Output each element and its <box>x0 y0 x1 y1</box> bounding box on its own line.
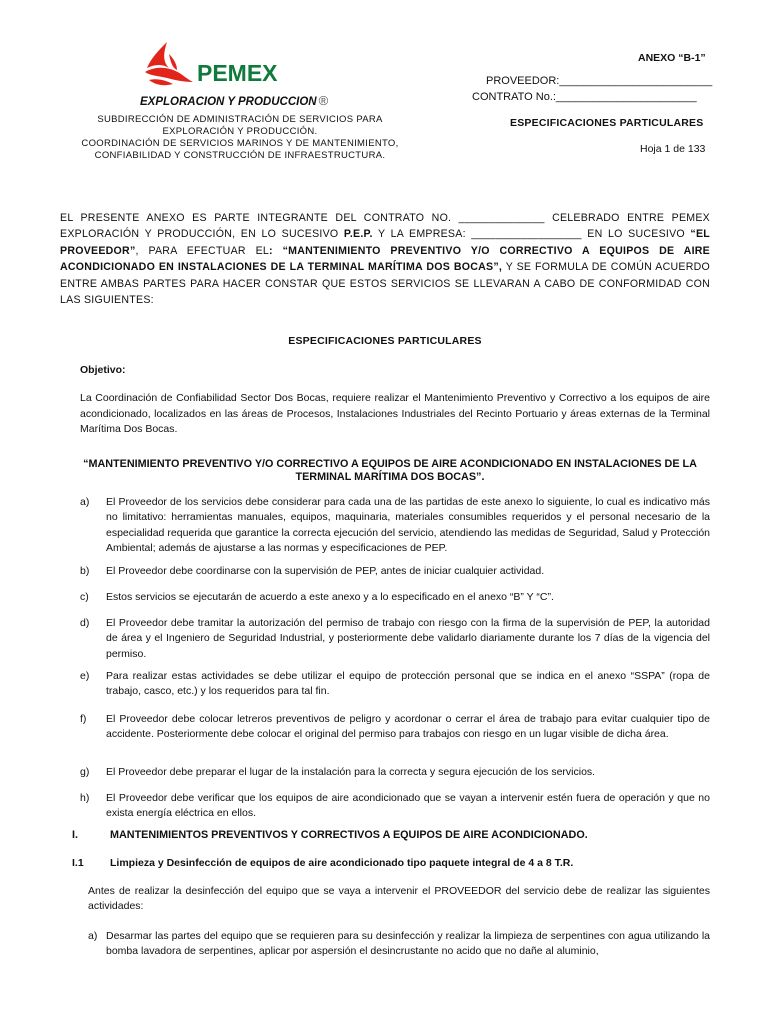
intro-paragraph: EL PRESENTE ANEXO ES PARTE INTEGRANTE DEL CONTRATO NO. ______________ CELEBRADO ENTRE PEMEX EXPLORACIÓN Y PRODUCCIÓN, EN LO SUCESIVO P.E.P. Y LA EMPRESA: __________________ EN LO SUCESIVO “EL PROVEEDOR”, PARA EFECTUAR EL: “MANTENIMIENTO PREVENTIVO Y/O CORRECTIVO A EQUIPOS DE AIRE ACONDICIONADO EN INSTALACIONES DE LA TERMINAL MARÍTIMA DOS BOCAS”, Y SE FORMULA DE COMÚN ACUERDO ENTRE AMBAS PARTES PARA HACER CONSTAR QUE ESTOS SERVICIOS SE LLEVARAN A CABO DE CONFORMIDAD CON LAS SIGUIENTES: <box>60 212 711 307</box>
pemex-logo-subtitle: EXPLORACION Y PRODUCCION ® <box>140 93 329 108</box>
pemex-logo-text: PEMEX <box>197 60 278 86</box>
sub-line: CONFIABILIDAD Y CONSTRUCCIÓN DE INFRAESTRUCTURA. <box>94 150 386 161</box>
list-item: g) El Proveedor debe preparar el lugar de la instalación para la correcta y segura ejecución de los servicios. <box>80 766 596 778</box>
list-item: h) El Proveedor debe verificar que los equipos de aire acondicionado que se vayan a intervenir estén fuera de operación y que no exista energía eléctrica en ellos. <box>80 792 710 820</box>
page-number: Hoja 1 de 133 <box>640 143 706 155</box>
objetivo-text: La Coordinación de Confiabilidad Sector Dos Bocas, requiere realizar el Mantenimiento Preventivo y Correctivo a los equipos de aire acondicionado, localizados en las áreas de Procesos, Instalaciones Industriales del Recinto Portuario y áreas externas de la Terminal Marítima Dos Bocas. <box>80 392 710 435</box>
contrato-field: CONTRATO No.:_______________________ <box>472 91 697 103</box>
list-item: d) El Proveedor debe tramitar la autorización del permiso de trabajo con riesgo con la firma de la supervisión de PEP, la autoridad de área y el Ingeniero de Seguridad Industrial, y posteriormente debe validarlo diariamente durante los 7 días de la vigencia del permiso. <box>80 617 710 660</box>
header-especificaciones: ESPECIFICACIONES PARTICULARES <box>510 117 704 129</box>
list-item: e) Para realizar estas actividades se debe utilizar el equipo de protección personal que se indica en el anexo “SSPA” (ropa de trabajo, casco, etc.) y los requeridos para tal fin. <box>80 670 710 698</box>
especificaciones-title: ESPECIFICACIONES PARTICULARES <box>288 335 482 347</box>
list-item: a) El Proveedor de los servicios debe considerar para cada una de las partidas de este anexo lo siguiente, lo cual es indicativo más no limitativo: herramientas manuales, equipos, maquinaria, materiales consumibles requeridos y el personal necesario de la especialidad requerida que garantice la correcta ejecución del servicio, atendiendo las medidas de Seguridad, Salud y Protección Ambiental; además de ajustarse a las normas y especificaciones de PEP. <box>80 496 710 554</box>
sub-line: COORDINACIÓN DE SERVICIOS MARINOS Y DE MANTENIMIENTO, <box>81 138 399 149</box>
list-item: f) El Proveedor debe colocar letreros preventivos de peligro y acordonar o cerrar el área de trabajo para evitar cualquier tipo de accidente. Posteriormente debe colocar el original del permiso para trabajos con riesgo en un lugar visible de dicha área. <box>80 713 710 741</box>
subdirection-block <box>60 114 420 162</box>
main-service-title: “MANTENIMIENTO PREVENTIVO Y/O CORRECTIVO A EQUIPOS DE AIRE ACONDICIONADO EN INSTALACIONES DE LA TERMINAL MARÍTIMA DOS BOCAS”. <box>83 458 697 483</box>
section-heading: I. MANTENIMIENTOS PREVENTIVOS Y CORRECTIVOS A EQUIPOS DE AIRE ACONDICIONADO. <box>72 829 588 841</box>
list-item: c) Estos servicios se ejecutarán de acuerdo a este anexo y a lo especificado en el anexo “B” Y “C”. <box>80 591 554 603</box>
pemex-eagle-icon <box>137 40 195 92</box>
activities-intro: Antes de realizar la desinfección del equipo que se vaya a intervenir el PROVEEDOR del servicio debe de realizar las siguientes actividades: <box>88 885 710 913</box>
list-item: b) El Proveedor debe coordinarse con la supervisión de PEP, antes de iniciar cualquier actividad. <box>80 565 545 577</box>
anexo-label: ANEXO “B-1” <box>638 52 706 64</box>
subsection-heading: I.1 Limpieza y Desinfección de equipos de aire acondicionado tipo paquete integral de 4 a 8 T.R. <box>72 857 574 869</box>
proveedor-field: PROVEEDOR:_________________________ <box>486 75 713 87</box>
list-item: a) Desarmar las partes del equipo que se requieren para su desinfección y realizar la limpieza de serpentines con agua utilizando la bomba lavadora de serpentines, aplicar por aspersión el desincrustante no acido que no dañe al aluminio, <box>88 930 710 958</box>
sub-line: SUBDIRECCIÓN DE ADMINISTRACIÓN DE SERVICIOS PARA <box>97 114 383 125</box>
sub-line: EXPLORACIÓN Y PRODUCCIÓN. <box>162 126 318 137</box>
pemex-logo <box>137 40 329 112</box>
objetivo-label: Objetivo: <box>80 364 126 376</box>
